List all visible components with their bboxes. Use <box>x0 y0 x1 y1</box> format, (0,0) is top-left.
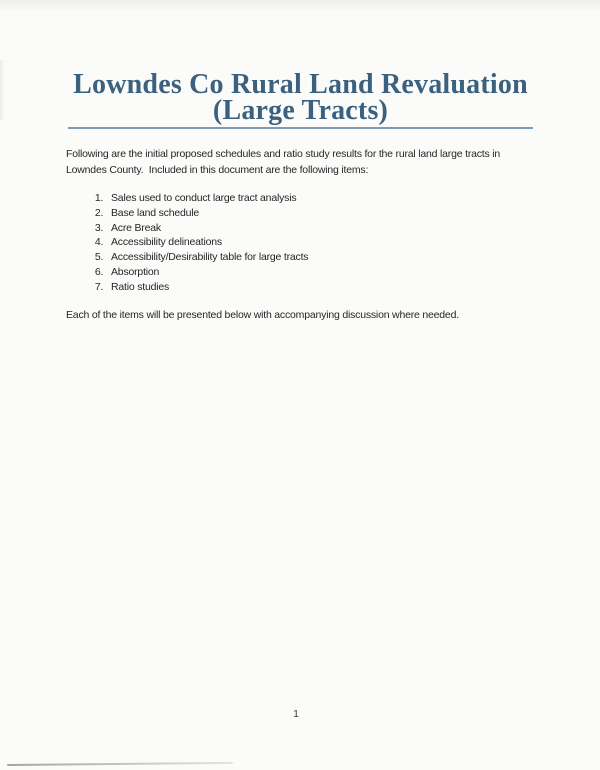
list-item: 4. Accessibility delineations <box>106 235 536 250</box>
document-item-list <box>66 191 536 295</box>
list-item: 2. Base land schedule <box>106 206 536 221</box>
list-item: 5. Accessibility/Desirability table for large tracts <box>106 250 536 265</box>
closing-paragraph: Each of the items will be presented below with accompanying discussion where needed. <box>66 308 459 321</box>
list-item: 3. Acre Break <box>106 221 536 236</box>
title-line-2: (Large Tracts) <box>212 95 389 126</box>
list-item: 6. Absorption <box>106 265 536 280</box>
page-number: 1 <box>293 708 299 720</box>
title-line-1: Lowndes Co Rural Land Revaluation <box>73 69 528 100</box>
document-title <box>68 69 533 129</box>
intro-paragraph: Following are the initial proposed schedules and ratio study results for the rural land large tracts in Lowndes County. Included in this document are the following items: <box>66 148 503 176</box>
list-item: 1. Sales used to conduct large tract analysis <box>106 191 536 206</box>
list-item: 7. Ratio studies <box>106 280 536 295</box>
